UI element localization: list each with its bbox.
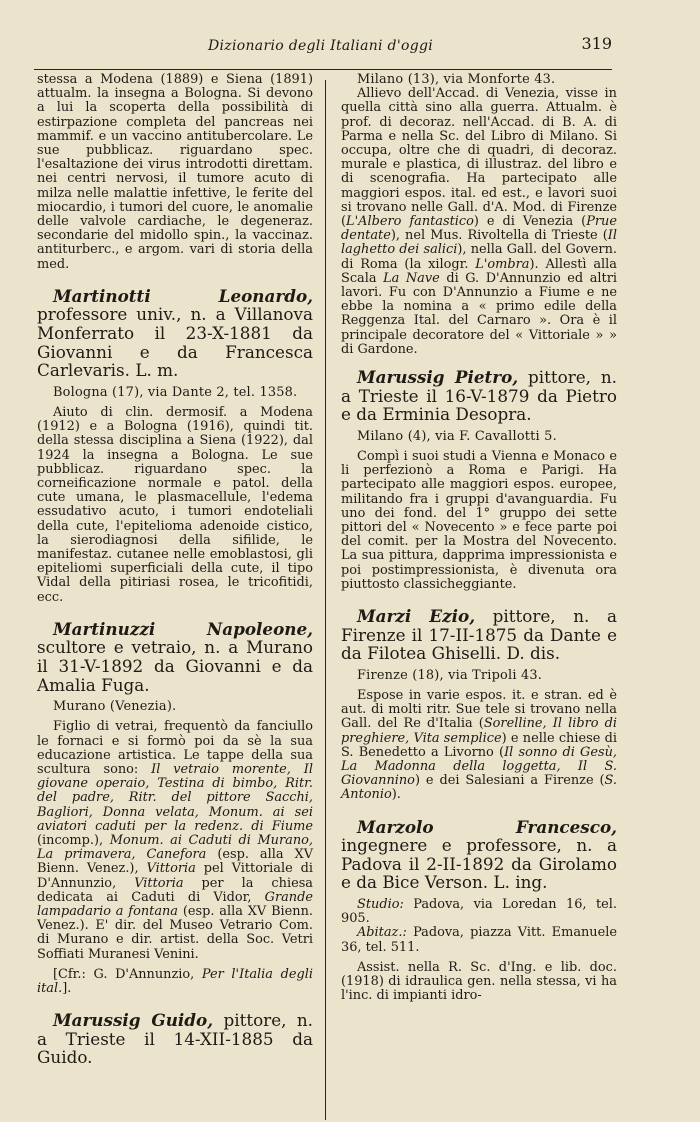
entry-address: Firenze (18), via Tripoli 43. [357,667,543,683]
bio-text: di G. D'Annunzio ed altri lavori. Fu con D'Annunzio a Fiume e ne ebbe la nomina a « primo edile della Reggenza Ital. del Carnaro ». Ora è il principale decoratore del « Vittoriale » » di Gardone. [341,270,617,357]
entry-name: Martinotti Leonardo, [53,285,313,306]
column-divider [325,80,326,1120]
right-column [341,73,617,1003]
entry-martinotti-leonardo [37,287,313,605]
bio-text: ) e nelle chiese di S. Benedetto a Livorno ( [341,730,617,760]
bio-text: Espose in varie espos. it. e stran. ed è aut. di molti ritr. Sue tele si trovano nella Gall. del Re d'Italia ( [341,688,617,732]
entry-heading [37,287,313,380]
bio-text: Allievo dell'Accad. di Venezia, visse in quella città sino alla guerra. Attualm. è prof. di decoraz. nell'Accad. di B. A. di Parma e nella Sc. del Libro di Milano. Si occupa, oltre che di quadri, di decoraz. murale e plastica, di illustraz. del libro e di scenografia. Ha partecipato alle maggiori espos. ital. ed est., e lavori suoi si trovano nelle Gall. d'A. Mod. di Firenze ( [341,86,617,230]
entry-intro: ingegnere e professore, n. a Padova il 2-II-1892 da Girolamo e da Bice Verson. L. ing. [341,835,617,893]
entry-biography: Assist. nella R. Sc. d'Ing. e lib. doc. (1918) di idraulica gen. nella stessa, vi ha l'inc. di impianti idro- [341,959,617,1004]
entry-address: Milano (4), via F. Cavallotti 5. [357,428,557,444]
entry-address: Murano (Venezia). [53,699,177,715]
work-title: Monum. ai Caduti di Murano, La primavera, Canefora [37,833,313,863]
work-title: Prue dentate [341,214,617,244]
entry-intro: pittore, n. a Trieste il 16-V-1879 da Pietro e da Erminia Desopra. [341,367,617,425]
entry-marussig-pietro [341,368,617,592]
left-column [37,73,313,1067]
entry-name: Marzi Ezio, [357,606,476,627]
work-title: Il sonno di Gesù, La Madonna della loggetta, Il S. Giovannino [341,744,617,789]
entry-name: Marussig Guido, [53,1010,214,1031]
entry-address: Milano (13), via Monforte 43. [357,72,556,87]
entry-heading [341,607,617,663]
work-title: Vittoria [134,875,184,891]
address-value: Padova, via Loredan 16, tel. 905. [341,897,617,927]
citation-text: ]. [62,981,72,997]
bio-text: Figlio di vetrai, frequentò da fanciullo le fornaci e si formò poi da sè la sua educazione artistica. Le tappe della sua scultura sono: [37,719,313,778]
work-title: Sorelline, Il libro di preghiere, Vita semplice [341,716,617,746]
bio-text: ), nella Gall. del Govern. di Roma (la xilogr. [341,242,617,272]
entry-biography: Compì i suoi studi a Vienna e Monaco e li perfezionò a Roma e Parigi. Ha partecipato alle maggiori espos. europee, militando fra i gruppi d'avanguardia. Fu uno dei fond. del 1° gruppo dei sette pittori del « Novecento » e fece parte poi del comit. per la Mostra del Novecento. La sua pittura, dapprima impressionista e poi postimpressionista, è divenuta ora piuttosto classicheggiante. [341,449,617,592]
bio-text: pel Vittoriale di D'Annunzio, [37,861,314,891]
entry-heading [37,620,313,694]
entry-biography: Aiuto di clin. dermosif. a Modena (1912) e a Bologna (1916), quindi tit. della stessa disciplina a Siena (1922), dal 1924 la insegna a Bologna. Le sue pubblicaz. riguardano spec. la corneificazione normale e patol. della cute umana, le plasmacellule, l'edema essudativo acuto, i tumori endoteliali della cute, l'epitelioma adenoide cistico, la sierodiagnosi della sifilide, le manifestaz. cutanee nelle emoblastosi, gli epiteliomi superficiali della cute, il tipo Vidal della pitiriasi rosea, le tricofitidi, ecc. [37,405,313,605]
address-label: Abitaz.: [357,925,407,941]
work-title: Grande lampadario a fontana [37,889,313,920]
page-number: 319 [581,34,612,53]
entry-intro: pittore, n. a Trieste il 14-XII-1885 da Guido. [37,1010,314,1068]
citation-text: [Cfr.: G. D'Annunzio, [53,966,195,982]
entry-biography [37,720,313,961]
entry-intro: pittore, n. a Firenze il 17-II-1875 da Dante e da Filotea Ghiselli. D. dis. [341,606,617,664]
bio-text: ) e di Venezia ( [473,214,587,230]
header-rule [34,69,612,70]
entry-intro: professore univ., n. a Villanova Monferrato il 23-X-1881 da Giovanni e da Francesca Carlevaris. L. m. [37,304,313,381]
entry-name: Marzolo Francesco, [357,816,617,837]
bio-text: ). Allestì alla Scala [341,256,617,286]
entry-martinuzzi-napoleone [37,620,313,996]
bio-text: ), nel Mus. Rivoltella di Trieste ( [390,228,608,244]
running-header-title: Dizionario degli Italiani d'oggi [208,38,433,54]
address-value: Padova, piazza Vitt. Emanuele 36, tel. 511. [341,925,617,955]
work-title: Vittoria [146,861,196,877]
entry-heading [341,368,617,424]
entry-intro: scultore e vetraio, n. a Murano il 31-V-1892 da Giovanni e da Amalia Fuga. [37,637,313,695]
bio-text: (esp. alla XV Bienn. Venez.). E' dir. del Museo Vetrario Com. di Murano e dir. artist. della Soc. Vetri Soffiati Muranesi Venini. [37,904,313,962]
bio-text: (esp. alla XV Bienn. Venez.), [37,847,314,877]
entry-name: Marussig Pietro, [357,367,519,388]
entry-marzi-ezio [341,607,617,803]
entry-heading [37,1011,313,1067]
entry-biography [341,689,617,803]
bio-text: (incomp.), [37,833,104,849]
entry-home-address [341,926,617,954]
entry-studio-address [341,898,617,926]
entry-biography [341,87,617,357]
citation-title: Per l'Italia degli ital. [37,966,314,997]
entry-marussig-guido [37,1011,313,1067]
entry-citation [37,968,313,996]
bio-text: per la chiesa dedicata ai Caduti di Vidor, [37,875,313,905]
entry-address: Bologna (17), via Dante 2, tel. 1358. [53,384,298,400]
entry-continuation-text: stessa a Modena (1889) e Siena (1891) attualm. la insegna a Bologna. Si devono a lui la scoperta della possibilità di estirpazione completa del pancreas nei mammif. e un vaccino antitubercolare. Le sue pubblicaz. riguardano spec. l'esaltazione dei virus introdotti direttam. nei centri nervosi, il tumore acuto di milza nelle malattie infettive, le ferite del miocardio, i tumori del cuore, le anomalie delle valvole cardiache, le degeneraz. secondarie del midollo spin., la vaccinaz. antiturberc., e argom. vari di storia della med. [37,72,313,272]
address-label: Studio: [357,897,404,913]
entry-name: Martinuzzi Napoleone, [53,618,313,639]
work-title: La Nave [383,270,440,286]
work-title: L'ombra [475,256,530,272]
work-title: Il vetraio morente, Il giovane operaio, Testina di bimbo, Ritr. del padre, Ritr. del pittore Sacchi, Bagliori, Donna velata, Monum. ai sei aviatori caduti per la redenz. di Fiume [37,762,313,834]
entry-marzolo-francesco [341,818,617,1004]
work-title: L'Albero fantastico [346,214,474,230]
work-title: S. Antonio [341,773,617,803]
bio-text: ) e dei Salesiani a Firenze ( [414,773,605,789]
entry-heading [341,818,617,892]
work-title: Il laghetto dei salici [341,228,617,258]
bio-text: ). [391,787,401,803]
